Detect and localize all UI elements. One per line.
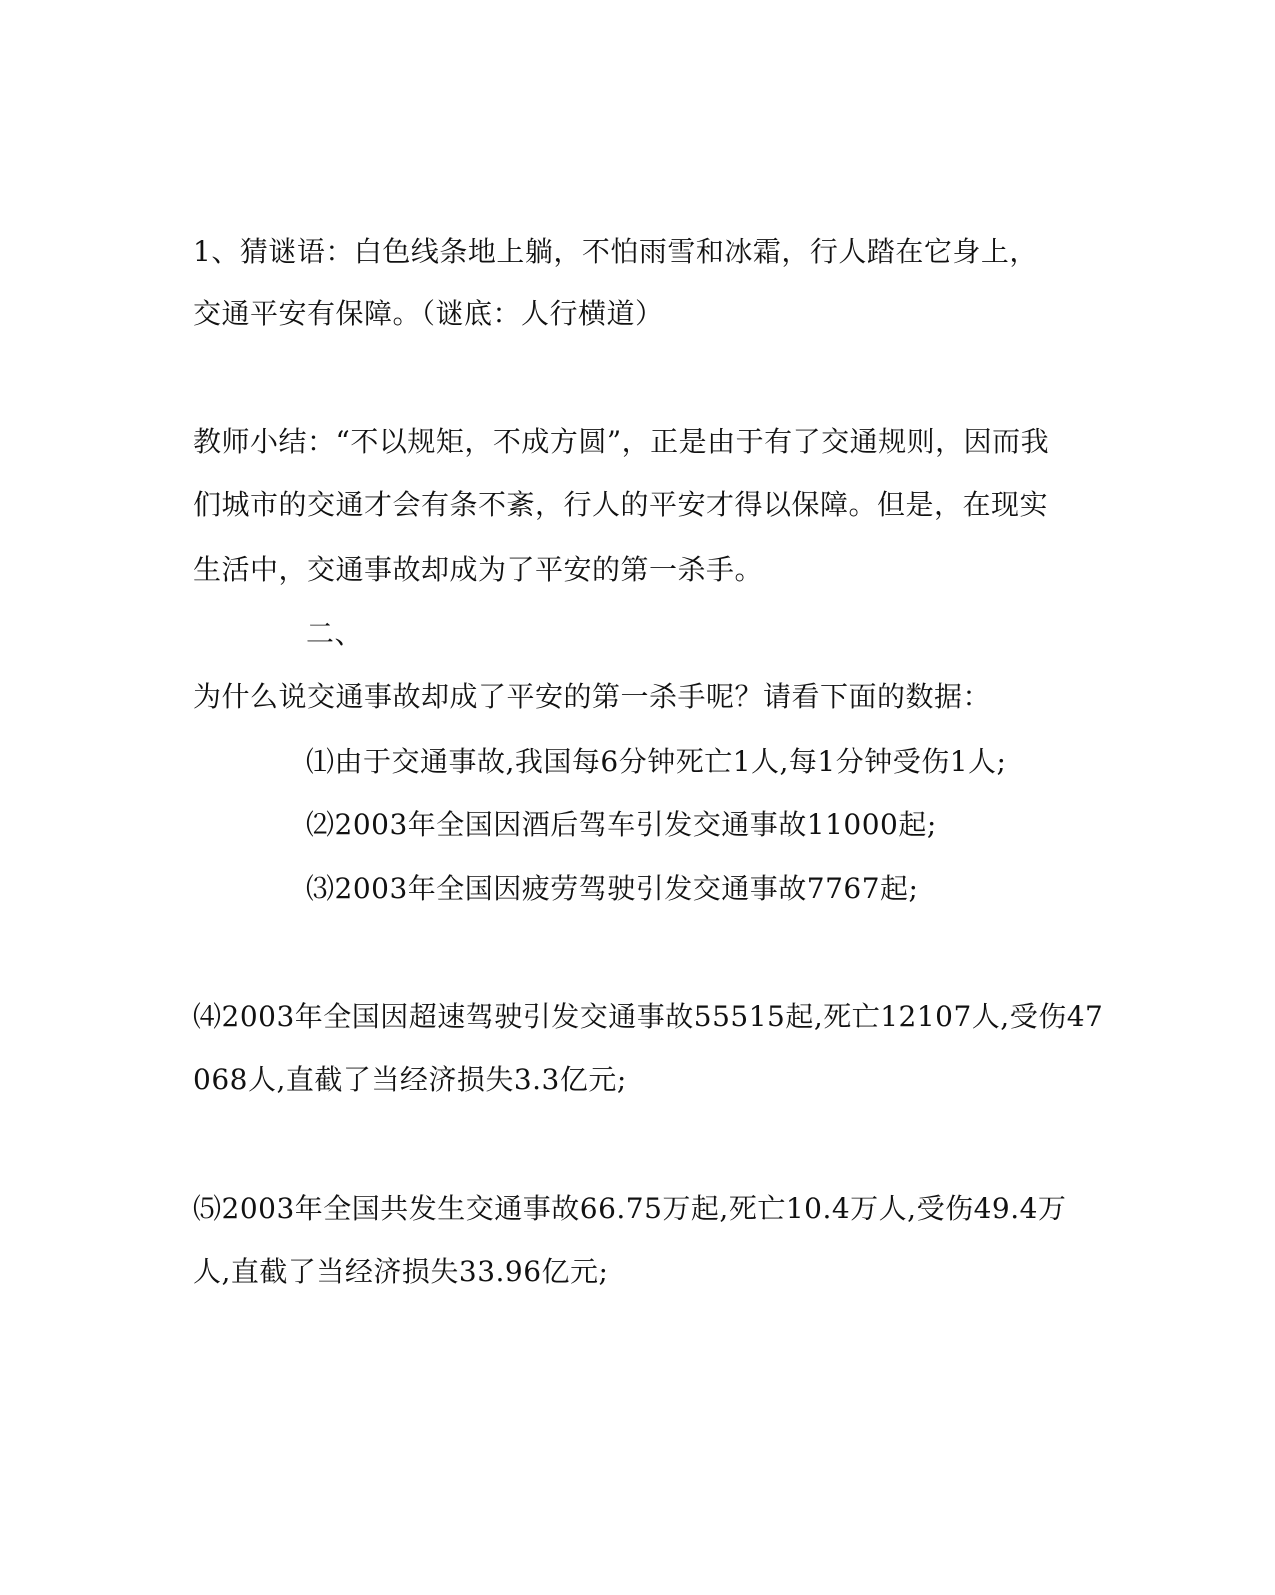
data-item-1: ⑴由于交通事故,我国每6分钟死亡1人,每1分钟受伤1人; [306,745,1007,778]
riddle-line-2: 交通平安有保障。（谜底：人行横道） [193,297,664,330]
riddle-line-1: 1、猜谜语：白色线条地上躺，不怕雨雪和冰霜，行人踏在它身上， [193,235,1038,268]
data-item-4-line-1: ⑷2003年全国因超速驾驶引发交通事故55515起,死亡12107人,受伤47 [193,1000,1104,1033]
summary-line-1: 教师小结：“不以规矩，不成方圆”，正是由于有了交通规则，因而我 [193,425,1050,458]
section-two-heading: 二、 [306,617,364,650]
summary-line-2: 们城市的交通才会有条不紊，行人的平安才得以保障。但是，在现实 [193,488,1049,521]
summary-line-3: 生活中，交通事故却成为了平安的第一杀手。 [193,553,764,586]
data-item-4-line-2: 068人,直截了当经济损失3.3亿元; [193,1063,627,1096]
data-item-3: ⑶2003年全国因疲劳驾驶引发交通事故7767起; [306,872,919,905]
data-item-5-line-1: ⑸2003年全国共发生交通事故66.75万起,死亡10.4万人,受伤49.4万 [193,1192,1067,1225]
data-item-2: ⑵2003年全国因酒后驾车引发交通事故11000起; [306,808,937,841]
data-item-5-line-2: 人,直截了当经济损失33.96亿元; [193,1255,609,1288]
section-two-question: 为什么说交通事故却成了平安的第一杀手呢？请看下面的数据： [193,680,992,713]
